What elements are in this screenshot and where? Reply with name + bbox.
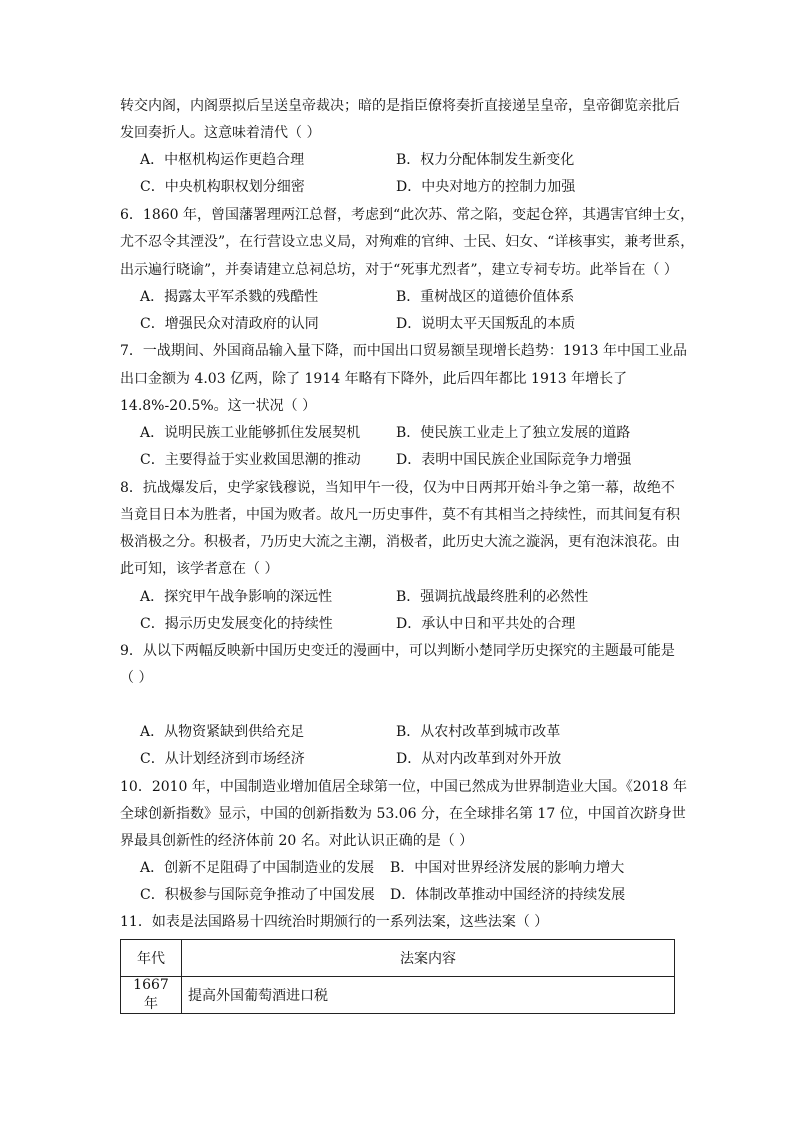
q5-line-1: 转交内阁，内阁票拟后呈送皇帝裁决；暗的是指臣僚将奏折直接递呈皇帝，皇帝御览亲批后 xyxy=(120,98,680,114)
q7-line-2: 出口金额为 4.03 亿两，除了 1914 年略有下降外，此后四年都比 1913 年增长了 xyxy=(120,371,628,387)
q7-option-d[interactable]: D．表明中国民族企业国际竞争力增强 xyxy=(396,452,632,468)
q6-option-d[interactable]: D．说明太平天国叛乱的本质 xyxy=(396,316,576,332)
table-row xyxy=(121,977,675,1014)
q8-option-b[interactable]: B．强调抗战最终胜利的必然性 xyxy=(396,589,589,605)
q8-option-c[interactable]: C．揭示历史发展变化的持续性 xyxy=(140,616,333,632)
q5-line-2: 发回奏折人。这意味着清代（ ） xyxy=(120,125,321,141)
q6-option-b[interactable]: B．重树战区的道德价值体系 xyxy=(396,289,575,305)
q7-line-3: 14.8%-20.5%。这一状况（ ） xyxy=(120,398,317,414)
q10-option-b[interactable]: B．中国对世界经济发展的影响力增大 xyxy=(390,860,625,876)
q10-option-a[interactable]: A．创新不足阻碍了中国制造业的发展 xyxy=(140,860,375,876)
q9-line-1: 9．从以下两幅反映新中国历史变迁的漫画中，可以判断小楚同学历史探究的主题最可能是 xyxy=(120,643,675,659)
law-table xyxy=(120,939,675,1014)
table-header-row xyxy=(121,940,675,977)
q5-option-b[interactable]: B．权力分配体制发生新变化 xyxy=(396,152,575,168)
q10-line-2: 全球创新指数》显示，中国的创新指数为 53.06 分，在全球排名第 17 位，中国首次跻身世 xyxy=(120,806,686,822)
q6-line-3: 出示遍行晓谕”，并奏请建立总祠总坊，对于“死事尤烈者”，建立专祠专坊。此举旨在（ ） xyxy=(120,262,678,278)
table-cell-year: 1667 年 xyxy=(121,977,182,1014)
q7-line-1: 7．一战期间、外国商品输入量下降，而中国出口贸易额呈现增长趋势：1913 年中国工业品 xyxy=(120,343,687,359)
q7-option-a[interactable]: A．说明民族工业能够抓住发展契机 xyxy=(140,425,361,441)
q10-option-d[interactable]: D．体制改革推动中国经济的持续发展 xyxy=(390,887,626,903)
q6-line-1: 6．1860 年，曾国藩署理两江总督，考虑到“此次苏、常之陷，变起仓猝，其遇害官绅士女， xyxy=(120,207,695,223)
q9-line-2: （ ） xyxy=(120,670,153,686)
q9-option-a[interactable]: A．从物资紧缺到供给充足 xyxy=(140,724,305,740)
q6-option-a[interactable]: A．揭露太平军杀戮的残酷性 xyxy=(140,289,319,305)
table-header-content: 法案内容 xyxy=(182,940,675,977)
q9-option-b[interactable]: B．从农村改革到城市改革 xyxy=(396,724,561,740)
q8-option-a[interactable]: A．探究甲午战争影响的深远性 xyxy=(140,589,333,605)
q8-line-2: 当竟目日本为胜者，中国为败者。故凡一历史事件，莫不有其相当之持续性，而其间复有积 xyxy=(120,507,680,523)
table-header-year: 年代 xyxy=(121,940,182,977)
q6-option-c[interactable]: C．增强民众对清政府的认同 xyxy=(140,316,319,332)
q5-option-c[interactable]: C．中央机构职权划分细密 xyxy=(140,179,305,195)
q5-option-a[interactable]: A．中枢机构运作更趋合理 xyxy=(140,152,305,168)
q5-option-d[interactable]: D．中央对地方的控制力加强 xyxy=(396,179,576,195)
q8-line-1: 8．抗战爆发后，史学家钱穆说，当知甲午一役，仅为中日两邦开始斗争之第一幕，故绝不 xyxy=(120,480,675,496)
q6-line-2: 尤不忍令其湮没”，在行营设立忠义局，对殉难的官绅、士民、妇女、“详核事实，兼考世系， xyxy=(120,234,695,250)
q9-option-c[interactable]: C．从计划经济到市场经济 xyxy=(140,751,305,767)
q10-line-3: 界最具创新性的经济体前 20 名。对此认识正确的是（ ） xyxy=(120,833,474,849)
q8-line-3: 极消极之分。积极者，乃历史大流之主潮，消极者，此历史大流之漩涡，更有泡沫浪花。由 xyxy=(120,534,680,550)
q7-option-c[interactable]: C．主要得益于实业救国思潮的推动 xyxy=(140,452,361,468)
q11-stem: 11．如表是法国路易十四统治时期颁行的一系列法案，这些法案（ ） xyxy=(120,914,549,930)
q10-option-c[interactable]: C．积极参与国际竞争推动了中国发展 xyxy=(140,887,375,903)
q10-line-1: 10．2010 年，中国制造业增加值居全球第一位，中国已然成为世界制造业大国。《2018 年 xyxy=(120,779,687,795)
q8-line-4: 此可知，该学者意在（ ） xyxy=(120,561,279,577)
table-cell-content: 提高外国葡萄酒进口税 xyxy=(182,977,675,1014)
q7-option-b[interactable]: B．使民族工业走上了独立发展的道路 xyxy=(396,425,631,441)
q9-option-d[interactable]: D．从对内改革到对外开放 xyxy=(396,751,562,767)
q8-option-d[interactable]: D．承认中日和平共处的合理 xyxy=(396,616,576,632)
